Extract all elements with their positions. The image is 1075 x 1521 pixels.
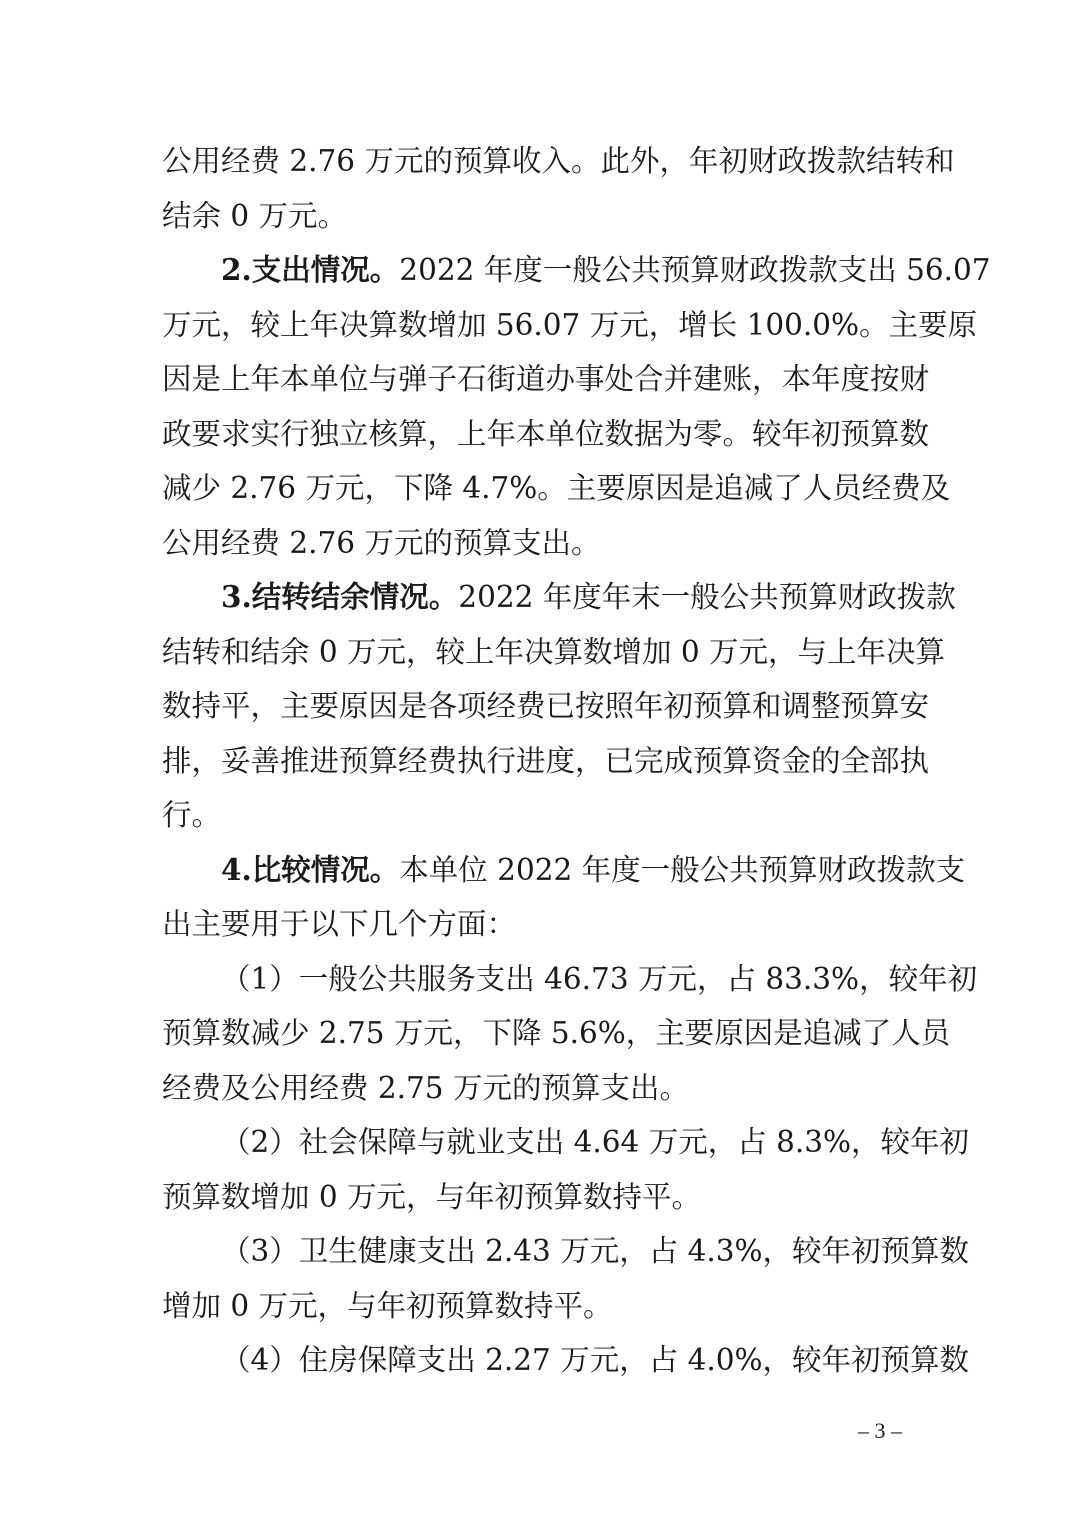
text-line: （1）一般公共服务支出 46.73 万元，占 83.3%，较年初	[221, 961, 978, 996]
text-line	[162, 570, 956, 625]
text-line: 排，妥善推进预算经费执行进度，已完成预算资金的全部执	[162, 743, 930, 778]
text-line: 政要求实行独立核算，上年本单位数据为零。较年初预算数	[162, 416, 930, 451]
text-line: 减少 2.76 万元，下降 4.7%。主要原因是追减了人员经费及	[162, 471, 951, 505]
text-line: 数持平，主要原因是各项经费已按照年初预算和调整预算安	[162, 689, 930, 723]
text-line: 预算数增加 0 万元，与年初预算数持平。	[162, 1179, 702, 1214]
text-line: 万元，较上年决算数增加 56.07 万元，增长 100.0%。主要原	[162, 307, 978, 342]
text-line	[162, 243, 991, 298]
text-line: （3）卫生健康支出 2.43 万元，占 4.3%，较年初预算数	[221, 1234, 970, 1268]
section-heading-carryover: 3.结转结余情况。	[221, 579, 459, 614]
section-heading-expenditure: 2.支出情况。	[221, 252, 400, 287]
text-line: 增加 0 万元，与年初预算数持平。	[162, 1288, 613, 1323]
text-line: 结余 0 万元。	[162, 198, 348, 233]
page-number: – 3 –	[858, 1418, 902, 1443]
text-line: 出主要用于以下几个方面：	[162, 907, 517, 941]
text-line: （2）社会保障与就业支出 4.64 万元，占 8.3%，较年初	[221, 1125, 970, 1159]
text-line	[162, 843, 966, 898]
text-line: 行。	[162, 798, 222, 832]
text-line: 预算数减少 2.75 万元，下降 5.6%，主要原因是追减了人员	[162, 1016, 951, 1050]
text-span: 2022 年度一般公共预算财政拨款支出 56.07	[399, 253, 991, 287]
text-line: 因是上年本单位与弹子石街道办事处合并建账，本年度按财	[162, 362, 930, 396]
text-span: 本单位 2022 年度一般公共预算财政拨款支	[399, 852, 966, 887]
text-line: 经费及公用经费 2.75 万元的预算支出。	[162, 1070, 689, 1105]
text-line: 结转和结余 0 万元，较上年决算数增加 0 万元，与上年决算	[162, 634, 946, 669]
text-line: 公用经费 2.76 万元的预算支出。	[162, 525, 601, 560]
document-body	[162, 134, 991, 1388]
text-line: （4）住房保障支出 2.27 万元，占 4.0%，较年初预算数	[221, 1343, 970, 1377]
text-line: 公用经费 2.76 万元的预算收入。此外，年初财政拨款结转和	[162, 144, 955, 178]
section-heading-comparison: 4.比较情况。	[221, 851, 400, 887]
text-span: 2022 年度年末一般公共预算财政拨款	[458, 580, 956, 614]
